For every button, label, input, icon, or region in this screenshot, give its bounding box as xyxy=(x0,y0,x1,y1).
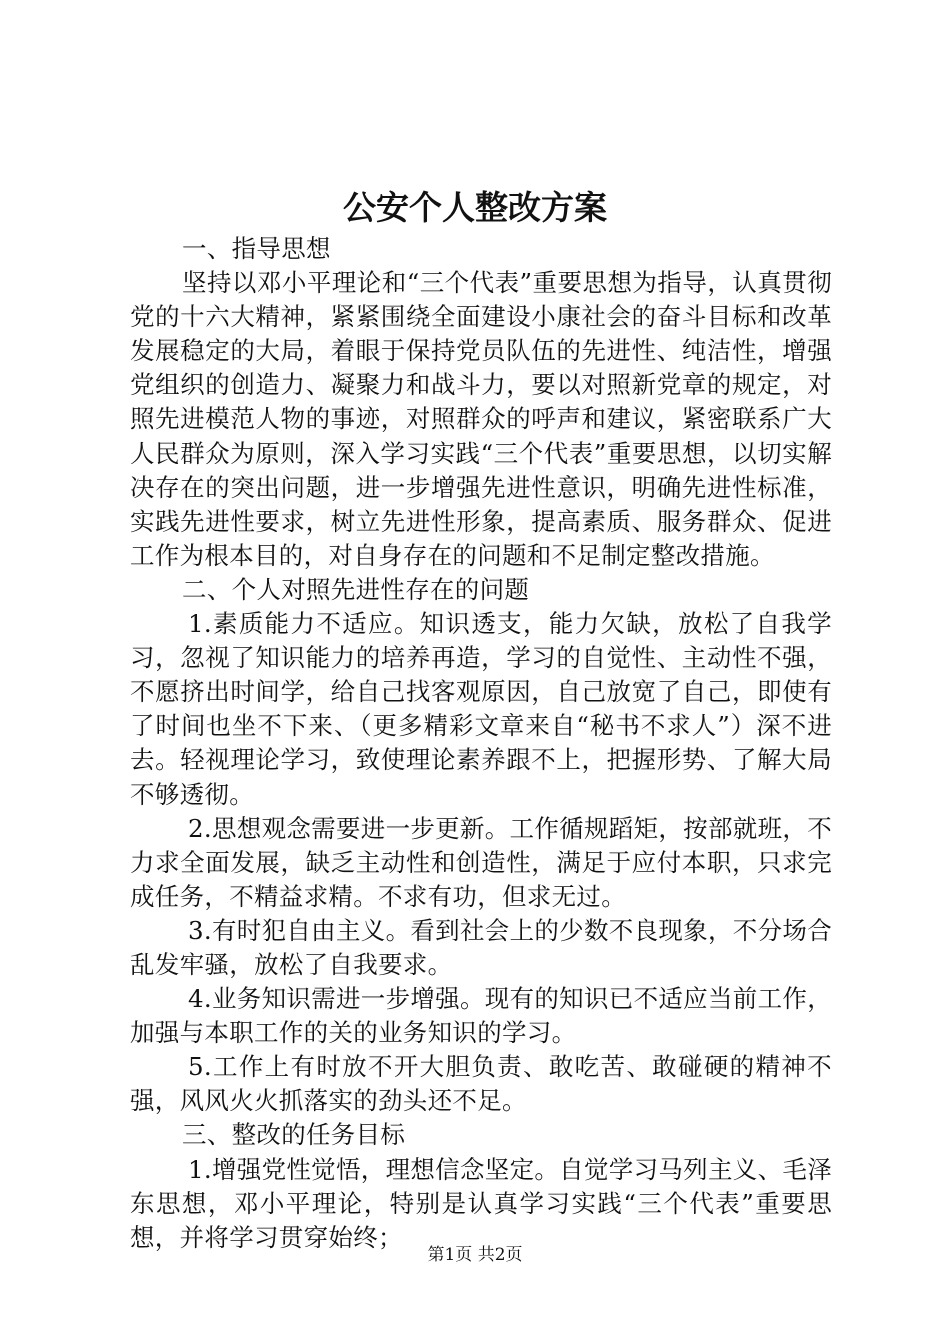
page-number-footer: 第1页 共2页 xyxy=(427,1245,523,1265)
document-title: 公安个人整改方案 xyxy=(343,188,607,227)
problem-item-1: 1.素质能力不适应。知识透支，能力欠缺，放松了自我学习，忽视了知识能力的培养再造，学习的自觉性、主动性不强，不愿挤出时间学，给自己找客观原因，自己放宽了自己，即使有了时间也坐不下来、（更多精彩文章来自“秘书不求人”）深不进去。轻视理论学习，致使理论素养跟不上，把握形势、了解大局不够透彻。 xyxy=(130,609,832,809)
paragraph-guiding-ideology: 坚持以邓小平理论和“三个代表”重要思想为指导，认真贯彻党的十六大精神，紧紧围绕全面建设小康社会的奋斗目标和改革发展稳定的大局，着眼于保持党员队伍的先进性、纯洁性，增强党组织的创造力、凝聚力和战斗力，要以对照新党章的规定，对照先进模范人物的事迹，对照群众的呼声和建议，紧密联系广大人民群众为原则，深入学习实践“三个代表”重要思想，以切实解决存在的突出问题，进一步增强先进性意识，明确先进性标准，实践先进性要求，树立先进性形象，提高素质、服务群众、促进工作为根本目的，对自身存在的问题和不足制定整改措施。 xyxy=(130,268,832,570)
section-heading-goals: 三、整改的任务目标 xyxy=(182,1120,406,1150)
section-heading-problems: 二、个人对照先进性存在的问题 xyxy=(182,574,530,604)
problem-item-2: 2.思想观念需要进一步更新。工作循规蹈矩，按部就班，不力求全面发展，缺乏主动性和创造性，满足于应付本职，只求完成任务，不精益求精。不求有功，但求无过。 xyxy=(130,813,832,911)
problem-item-3: 3.有时犯自由主义。看到社会上的少数不良现象，不分场合乱发牢骚，放松了自我要求。 xyxy=(130,915,832,979)
problem-item-5: 5.工作上有时放不开大胆负责、敢吃苦、敢碰硬的精神不强，风风火火抓落实的劲头还不足。 xyxy=(130,1052,832,1116)
problem-item-4: 4.业务知识需进一步增强。现有的知识已不适应当前工作，加强与本职工作的关的业务知识的学习。 xyxy=(130,984,832,1048)
section-heading-guiding-ideology: 一、指导思想 xyxy=(182,234,331,263)
goal-item-1: 1.增强党性觉悟，理想信念坚定。自觉学习马列主义、毛泽东思想，邓小平理论，特别是认真学习实践“三个代表”重要思想，并将学习贯穿始终； xyxy=(130,1154,832,1252)
document-body xyxy=(130,232,832,1255)
